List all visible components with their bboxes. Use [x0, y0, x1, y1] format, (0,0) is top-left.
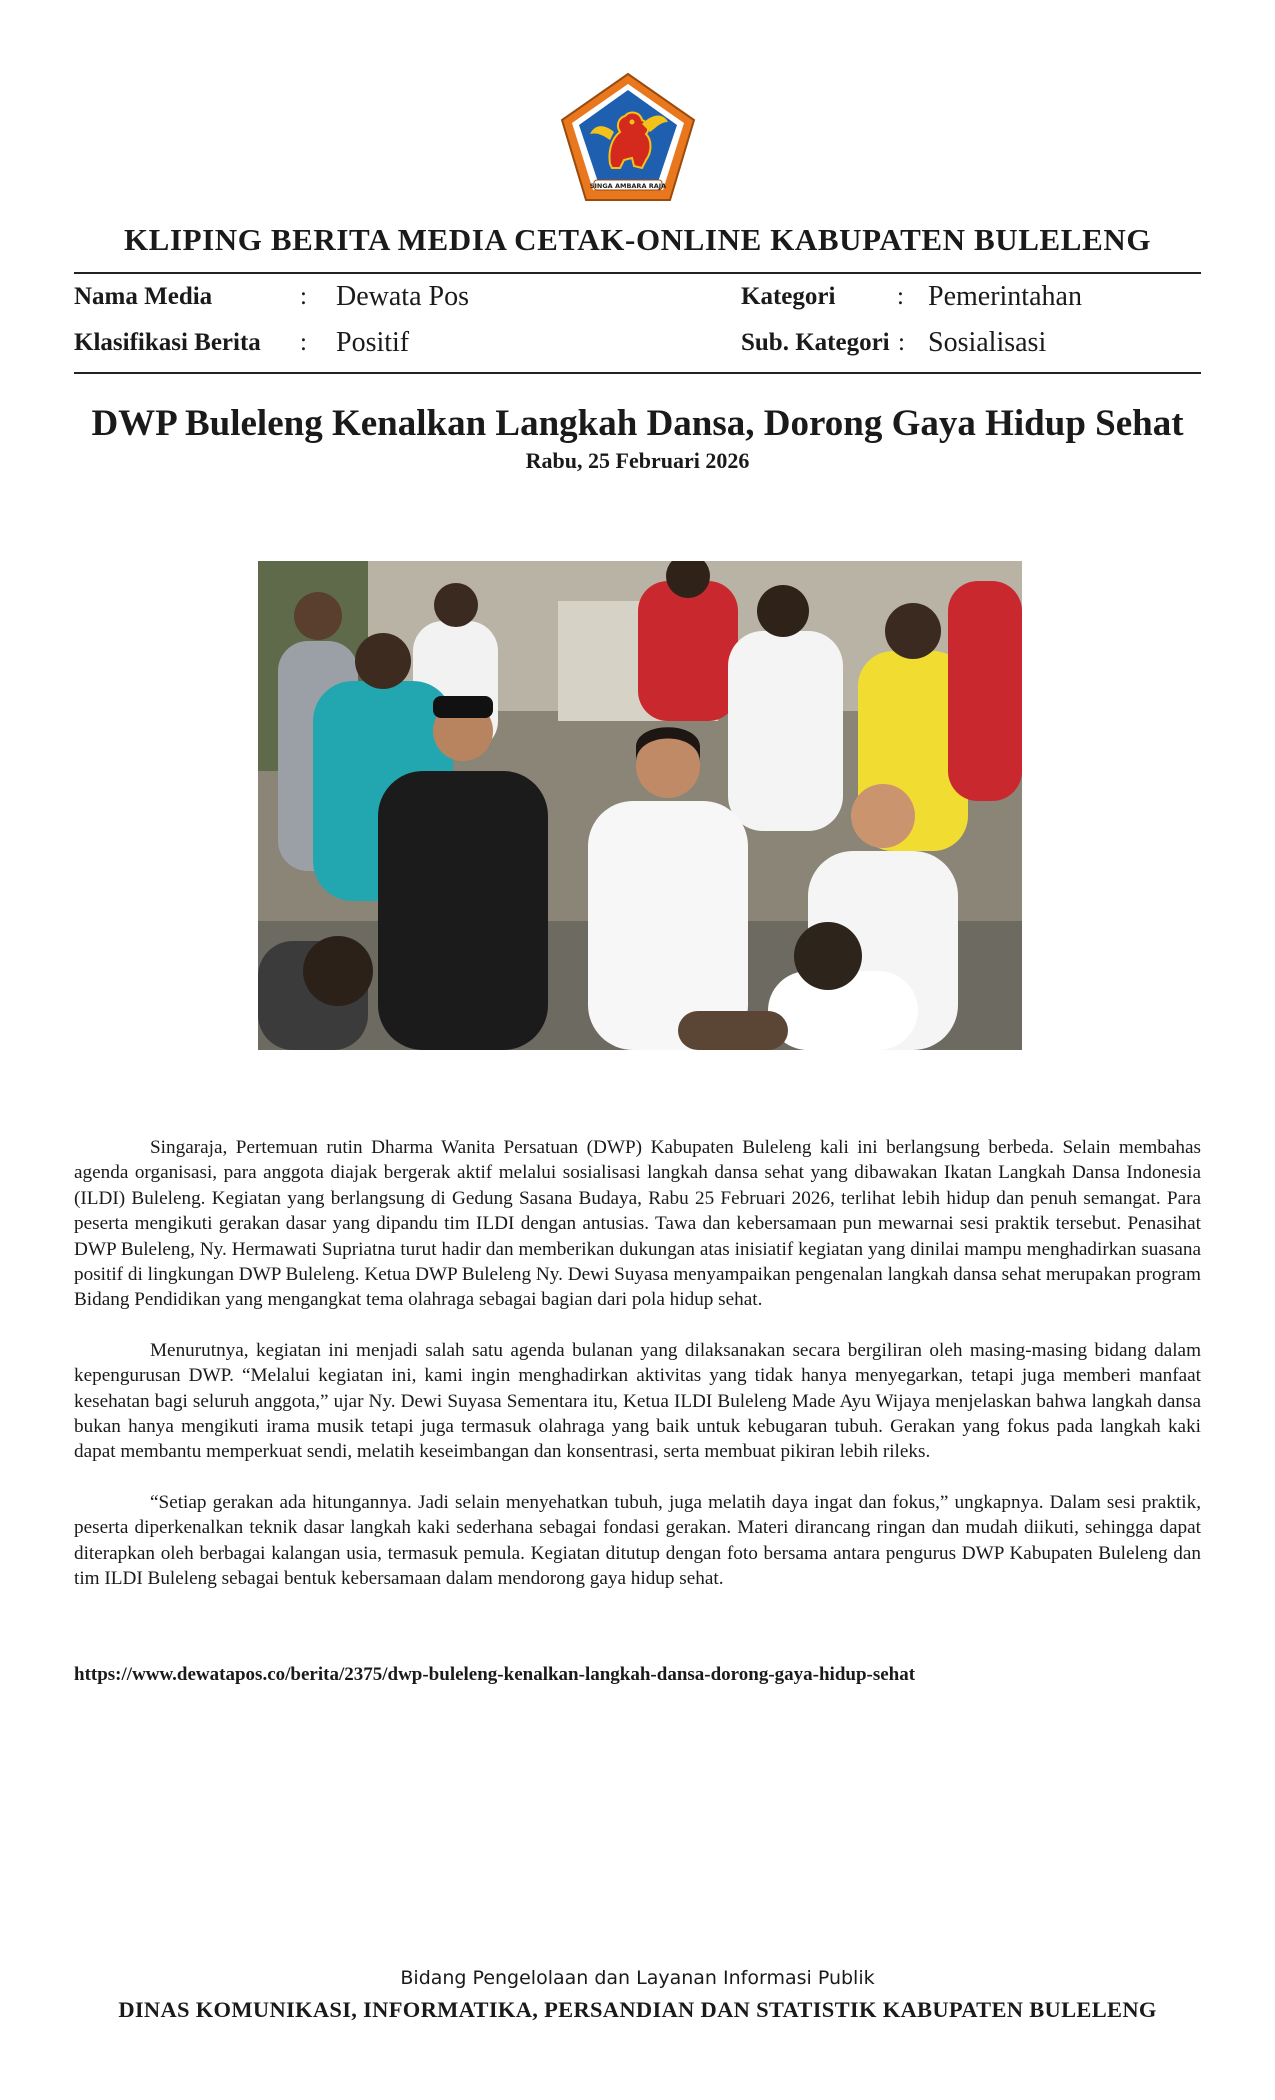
- buleleng-emblem-logo: [558, 72, 698, 204]
- article-body: [74, 1135, 1201, 1617]
- article-headline: DWP Buleleng Kenalkan Langkah Dansa, Dorong Gaya Hidup Sehat: [91, 403, 1184, 444]
- source-link[interactable]: https://www.dewatapos.co/berita/2375/dwp-buleleng-kenalkan-langkah-dansa-dorong-gaya-hidup-sehat: [74, 1664, 916, 1685]
- bottom-divider: [74, 372, 1201, 374]
- media-label: Nama Media: [74, 283, 213, 310]
- footer-agency: DINAS KOMUNIKASI, INFORMATIKA, PERSANDIAN DAN STATISTIK KABUPATEN BULELENG: [118, 1997, 1157, 2022]
- sub-kategori-label: Sub. Kategori: [741, 329, 890, 356]
- document-title: KLIPING BERITA MEDIA CETAK-ONLINE KABUPATEN BULELENG: [123, 222, 1152, 257]
- article-paragraph-1: Singaraja, Pertemuan rutin Dharma Wanita Persatuan (DWP) Kabupaten Buleleng kali ini berlangsung berbeda. Selain membahas agenda organisasi, para anggota diajak bergerak aktif melalui sosialisasi langkah dansa sehat yang dibawakan Ikatan Langkah Dansa Indonesia (ILDI) Buleleng. Kegiatan yang berlangsung di Gedung Sasana Budaya, Rabu 25 Februari 2026, terlihat lebih hidup dan penuh semangat. Para peserta mengikuti gerakan dasar yang dipandu tim ILDI dengan antusias. Tawa dan kebersamaan pun mewarnai sesi praktik tersebut. Penasihat DWP Buleleng, Ny. Hermawati Supriatna turut hadir dan memberikan dukungan atas inisiatif kegiatan yang dinilai mampu menghadirkan suasana positif di lingkungan DWP Buleleng. Ketua DWP Buleleng Ny. Dewi Suyasa menyampaikan pengenalan langkah dansa sehat merupakan program Bidang Pendidikan yang mengangkat tema olahraga sebagai bagian dari pola hidup sehat.: [74, 1137, 1201, 1311]
- sub-kategori-colon: :: [898, 329, 905, 356]
- top-divider: [74, 272, 1201, 274]
- article-photo: [258, 561, 1022, 1050]
- media-colon: :: [300, 283, 307, 310]
- klasifikasi-value: Positif: [336, 327, 410, 358]
- klasifikasi-colon: :: [300, 329, 307, 356]
- klasifikasi-label: Klasifikasi Berita: [74, 329, 261, 356]
- article-date: Rabu, 25 Februari 2026: [525, 448, 750, 473]
- kategori-value: Pemerintahan: [928, 281, 1082, 312]
- kategori-label: Kategori: [741, 283, 836, 310]
- footer-department: Bidang Pengelolaan dan Layanan Informasi Publik: [400, 1967, 875, 1989]
- sub-kategori-value: Sosialisasi: [928, 327, 1047, 358]
- media-value: Dewata Pos: [336, 281, 469, 312]
- article-paragraph-3: “Setiap gerakan ada hitungannya. Jadi selain menyehatkan tubuh, juga melatih daya ingat dan fokus,” ungkapnya. Dalam sesi praktik, peserta diperkenalkan teknik dasar langkah kaki sederhana sebagai fondasi gerakan. Materi dirancang ringan dan mudah diikuti, sehingga dapat diterapkan oleh berbagai kalangan usia, termasuk pemula. Kegiatan ditutup dengan foto bersama antara pengurus DWP Kabupaten Buleleng dan tim ILDI Buleleng sebagai bentuk kebersamaan dalam mendorong gaya hidup sehat.: [74, 1491, 1201, 1590]
- logo-ribbon-text: SINGA AMBARA RAJA: [589, 182, 667, 190]
- article-paragraph-2: Menurutnya, kegiatan ini menjadi salah satu agenda bulanan yang dilaksanakan secara bergiliran oleh masing-masing bidang dalam kepengurusan DWP. “Melalui kegiatan ini, kami ingin menghadirkan aktivitas yang tidak hanya menyegarkan, tetapi juga memberi manfaat kesehatan bagi seluruh anggota,” ujar Ny. Dewi Suyasa Sementara itu, Ketua ILDI Buleleng Made Ayu Wijaya menjelaskan bahwa langkah dansa bukan hanya mengikuti irama musik tetapi juga termasuk olahraga yang baik untuk kebugaran tubuh. Gerakan yang fokus pada langkah kaki dapat membantu memperkuat sendi, melatih keseimbangan dan konsentrasi, serta membuat pikiran lebih rileks.: [74, 1339, 1201, 1463]
- kategori-colon: :: [897, 283, 904, 310]
